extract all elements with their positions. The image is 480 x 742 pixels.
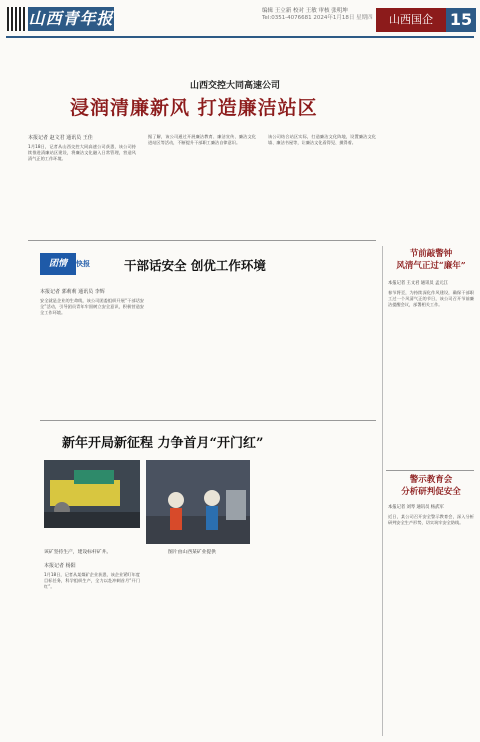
- banner-badge: 团情: [40, 253, 76, 275]
- sidebar1-body: [388, 290, 474, 468]
- qr-code-icon: [7, 7, 27, 31]
- sidebar2-title-line1: 警示教育会: [409, 475, 453, 485]
- workers-photo: [146, 460, 250, 544]
- lead-kicker: 山西交控大同高速公司: [190, 81, 281, 91]
- date-line: Tel:0351-4076681 2024年1月18日 星期四: [262, 15, 373, 21]
- sidebar-divider: [382, 246, 383, 736]
- newspaper-logo: 山西青年报: [28, 7, 114, 31]
- section3-text: 1月18日，记者从某煤矿企业获悉，该企业紧盯年度目标任务，科学组织生产，全力以赴冲刺首月“开门红”。: [44, 572, 140, 589]
- banner-sub: 快报: [76, 260, 90, 268]
- lead-col4: [380, 134, 472, 236]
- photo-spacer: [46, 530, 140, 544]
- editor-line: 编辑 王立新 校对 王敏 审核 张明坤: [262, 8, 348, 14]
- lead-col2: [148, 134, 256, 236]
- coal-mining-machine-photo: [44, 460, 140, 528]
- section2-col2: [150, 284, 260, 416]
- page-number: 15: [446, 8, 476, 32]
- sidebar1-text: 春节将至，为持续深化作风建设，确保干部职工过一个风清气正的节日，该公司召开节前廉洁提醒会议，部署相关工作。: [388, 290, 474, 307]
- lead-para3: 该公司结合站区实际，打造廉洁文化阵地，设置廉洁文化墙、廉洁书屋等，让廉洁文化看得见、摸得着。: [268, 134, 376, 145]
- photo-illustration: [44, 460, 140, 528]
- lead-rule: [28, 240, 376, 241]
- lead-title: 浸润清廉新风 打造廉洁站区: [70, 97, 318, 119]
- photo-caption-left: 该矿坚持生产，建设标杆矿井。: [44, 550, 112, 555]
- sidebar2-text: 近日，某公司召开安全警示教育会，深入分析研判安全生产形势，切实筑牢安全防线。: [388, 514, 474, 525]
- workers-illustration: [146, 460, 250, 544]
- sidebar2-title-line2: 分析研判促安全: [401, 487, 461, 497]
- lead-col3: [268, 134, 376, 236]
- lead-para1: 1月18日，记者从山西交控大同高速公司获悉，该公司持续推进清廉站区建设，将廉洁文化融入日常管理，营造风清气正的工作环境。: [28, 144, 136, 161]
- sidebar1-byline: 本报记者 王文君 通讯员 孟元江: [388, 281, 448, 286]
- section2-text: 安全就是企业的生命线，该公司团委组织开展“干部话安全”活动，引导团员青年牢固树立安全意识，积极营造安全工作环境。: [40, 298, 144, 315]
- section2-col3: [266, 284, 376, 416]
- section3-col2: [146, 560, 256, 736]
- team-news-banner: [40, 247, 124, 281]
- section2-byline: 本报记者 郭莉莉 通讯员 李辉: [40, 289, 105, 295]
- section2-col1: [40, 298, 144, 416]
- sidebar-rule: [386, 470, 474, 471]
- sidebar1-title: [386, 248, 476, 272]
- masthead: [0, 0, 480, 44]
- section-label: 山西国企: [376, 8, 446, 32]
- sidebar2-byline: 本报记者 刘琴 通讯员 杨武军: [388, 505, 444, 510]
- sidebar1-title-line1: 节前敲警钟: [409, 249, 453, 259]
- sidebar1-title-line2: 风清气正过“廉年”: [396, 261, 466, 271]
- sidebar2-title: [386, 474, 476, 498]
- section3-col3: [262, 460, 376, 736]
- photo-caption-right: 图片由山西某矿业提供: [168, 550, 216, 555]
- lead-para2: 据了解，该公司通过开展廉洁教育、廉洁宣传、廉洁文化进站区等活动，不断提升干部职工廉洁自律意识。: [148, 134, 256, 145]
- section3-byline: 本报记者 杨阳: [44, 563, 76, 569]
- masthead-info: [262, 8, 373, 22]
- sidebar2-body: [388, 514, 474, 736]
- section2-title: 干部话安全 创优工作环境: [124, 258, 266, 273]
- masthead-rule: [6, 36, 474, 38]
- lead-byline: 本报记者 赵文君 通讯员 王佳: [28, 135, 93, 141]
- section3-title: 新年开局新征程 力争首月“开门红”: [62, 436, 264, 451]
- section3-col1: [44, 572, 140, 736]
- lead-col1: [28, 144, 136, 236]
- section2-rule: [40, 420, 376, 421]
